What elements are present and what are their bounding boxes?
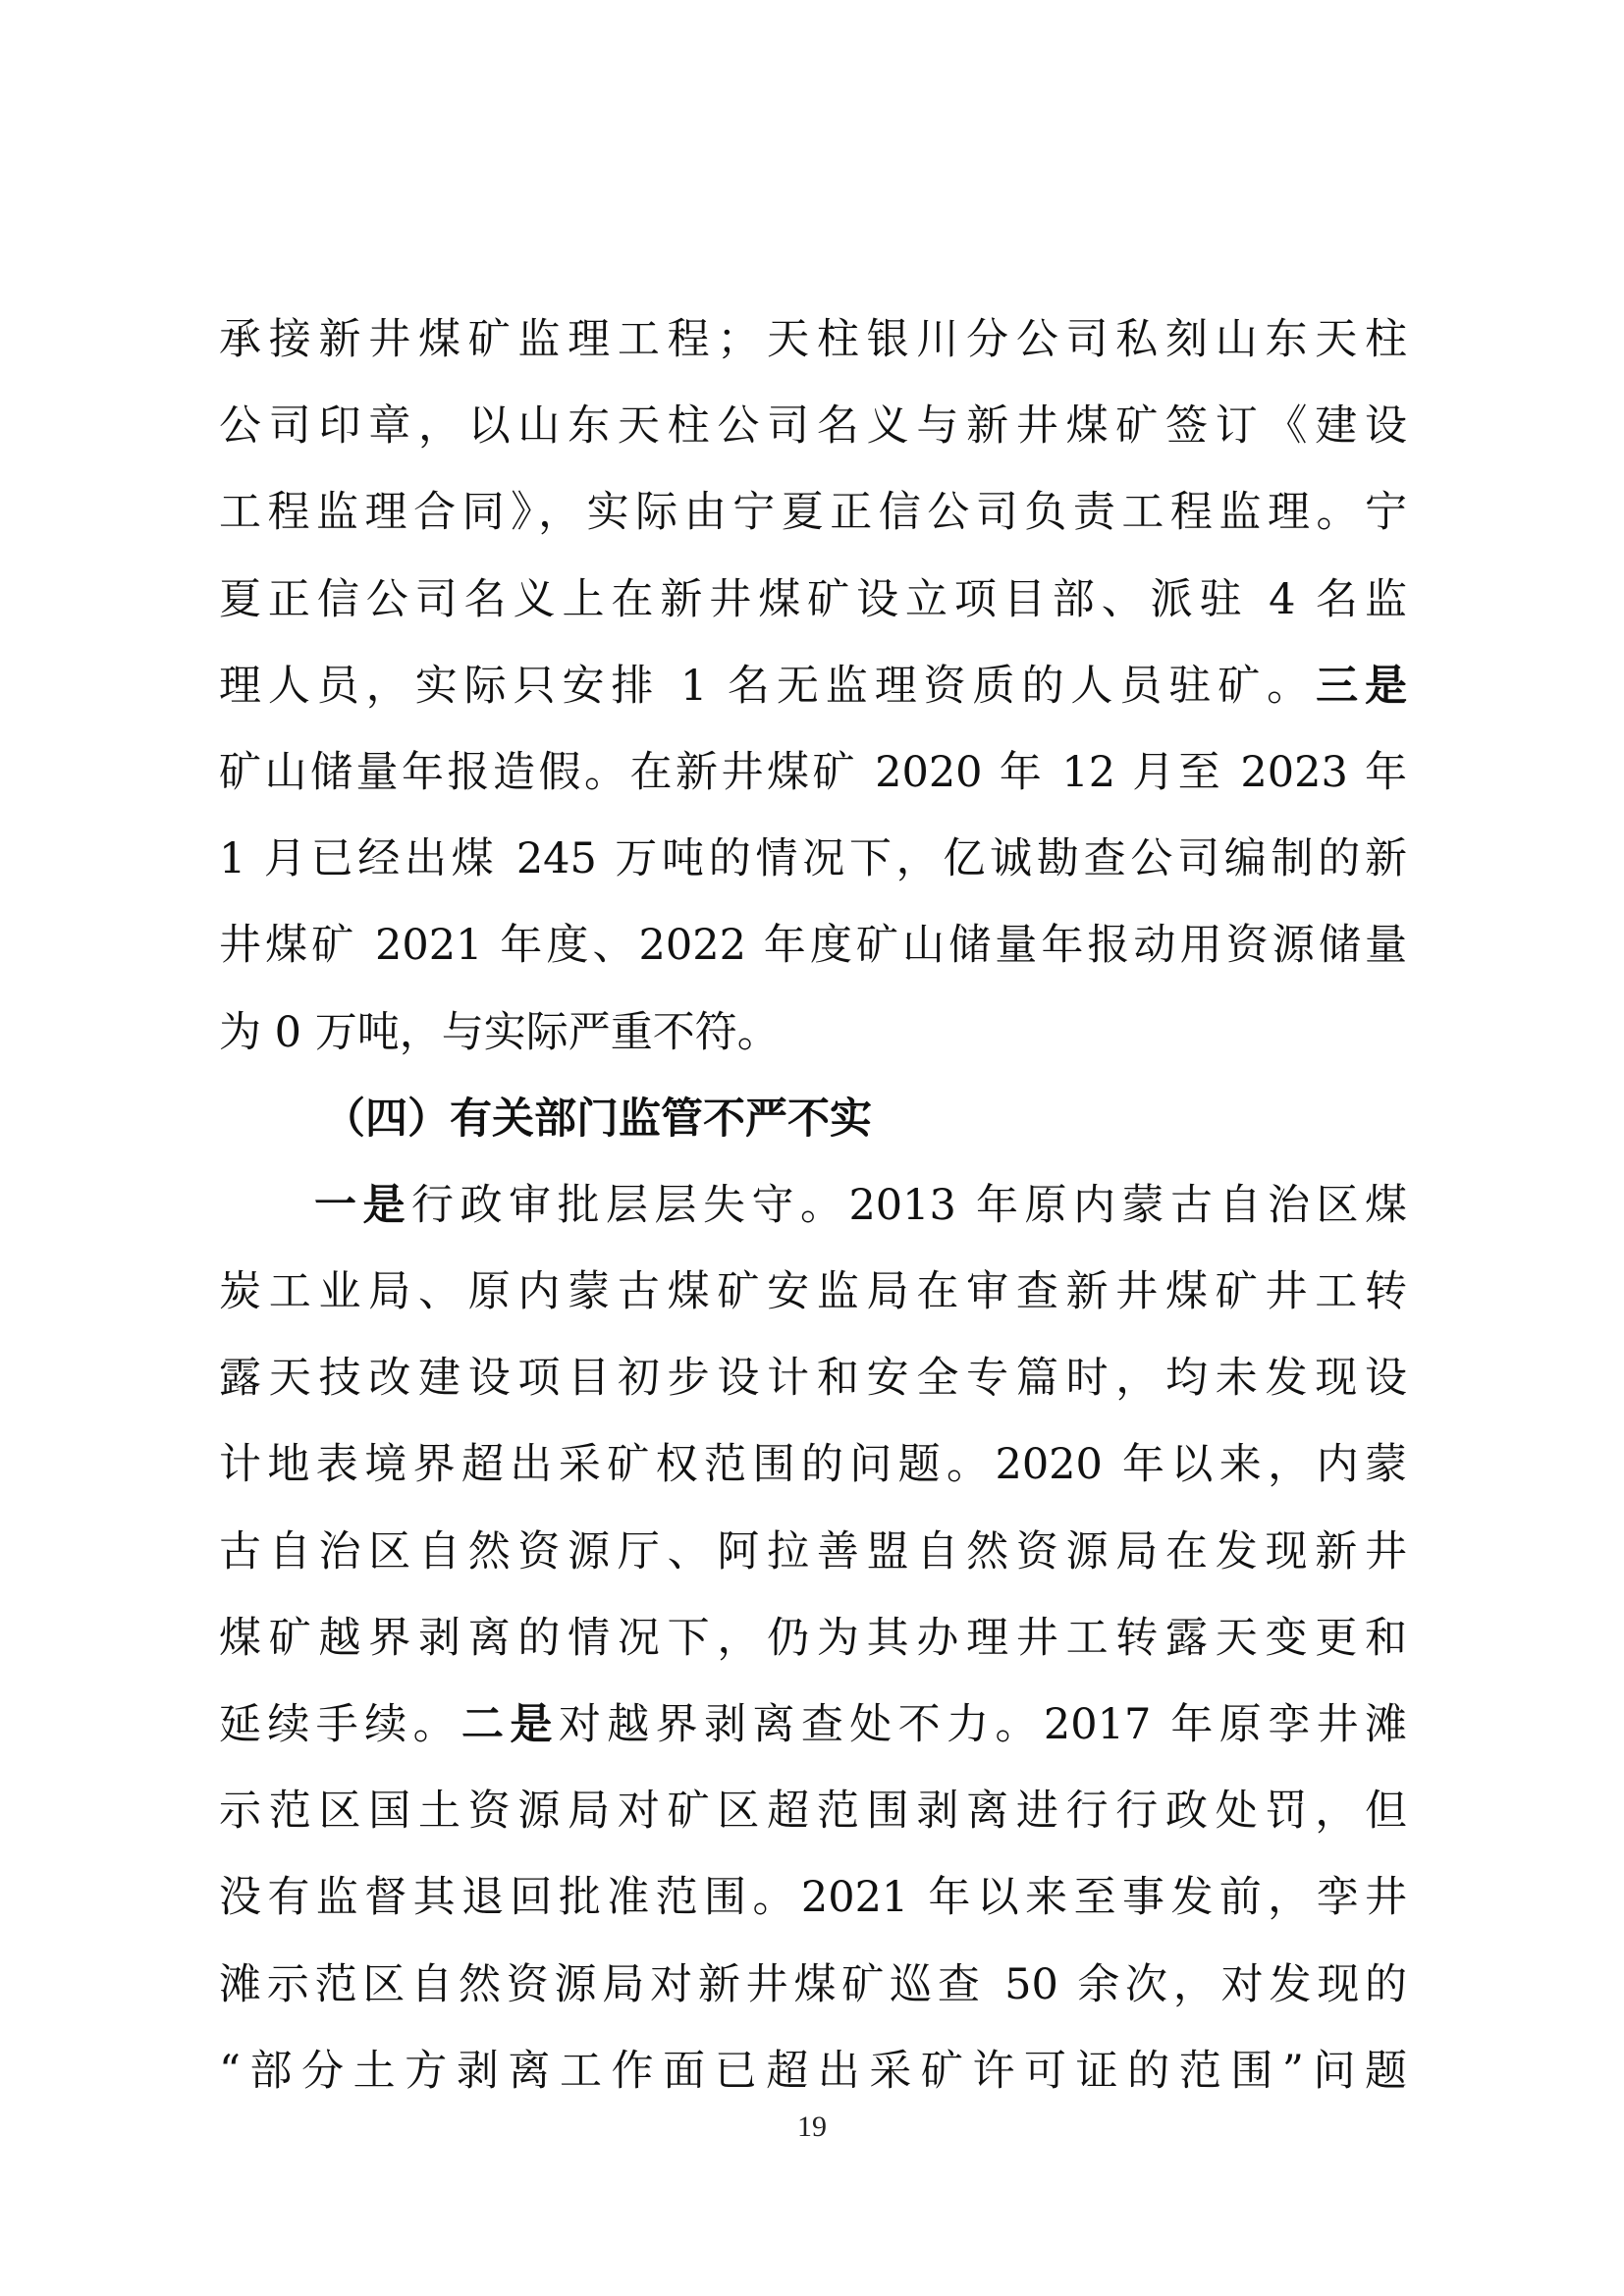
paragraph-line: 计地表境界超出采矿权范围的问题。2020 年以来，内蒙	[219, 1440, 1407, 1490]
paragraph-line: 古自治区自然资源厅、阿拉善盟自然资源局在发现新井	[219, 1526, 1407, 1576]
paragraph-line: 1 月已经出煤 245 万吨的情况下，亿诚勘查公司编制的新	[219, 834, 1407, 884]
bold-lead-text: 一是	[314, 1180, 411, 1230]
paragraph-line	[219, 643, 1407, 729]
paragraph-line: 公司印章，以山东天柱公司名义与新井煤矿签订《建设	[219, 401, 1407, 452]
line-text: 延续手续。	[219, 1700, 462, 1749]
page-number: 19	[797, 2110, 827, 2143]
bold-lead-text: 三是	[1316, 661, 1407, 711]
paragraph-line	[219, 1682, 1407, 1768]
bold-lead-text: 二是	[461, 1700, 559, 1749]
paragraph-line	[219, 1162, 1407, 1249]
paragraph-line: 没有监督其退回批准范围。2021 年以来至事发前，孪井	[219, 1873, 1407, 1923]
paragraph-line: 滩示范区自然资源局对新井煤矿巡查 50 余次，对发现的	[219, 1959, 1407, 2009]
paragraph-line: 工程监理合同》，实际由宁夏正信公司负责工程监理。宁	[219, 488, 1407, 538]
line-text: 理人员，实际只安排 1 名无监理资质的人员驻矿。	[219, 661, 1317, 711]
paragraph-line: 为 0 万吨，与实际严重不符。	[219, 1007, 780, 1057]
paragraph-line: 井煤矿 2021 年度、2022 年度矿山储量年报动用资源储量	[219, 921, 1407, 971]
paragraph-line: 煤矿越界剥离的情况下，仍为其办理井工转露天变更和	[219, 1613, 1407, 1663]
paragraph-line: 夏正信公司名义上在新井煤矿设立项目部、派驻 4 名监	[219, 574, 1407, 624]
line-text: 对越界剥离查处不力。2017 年原孪井滩	[558, 1700, 1408, 1749]
paragraph-line: 露天技改建设项目初步设计和安全专篇时，均未发现设	[219, 1354, 1407, 1404]
paragraph-line: “部分土方剥离工作面已超出采矿许可证的范围”问题	[219, 2046, 1407, 2096]
paragraph-line: 矿山储量年报造假。在新井煤矿 2020 年 12 月至 2023 年	[219, 747, 1407, 797]
body-text	[219, 296, 1407, 2114]
section-heading: （四）有关部门监管不严不实	[323, 1094, 872, 1144]
paragraph-line: 示范区国土资源局对矿区超范围剥离进行行政处罚，但	[219, 1787, 1407, 1837]
line-text: 行政审批层层失守。2013 年原内蒙古自治区煤	[411, 1180, 1408, 1230]
paragraph-line: 承接新井煤矿监理工程；天柱银川分公司私刻山东天柱	[219, 315, 1407, 364]
paragraph-line: 炭工业局、原内蒙古煤矿安监局在审查新井煤矿井工转	[219, 1267, 1407, 1317]
